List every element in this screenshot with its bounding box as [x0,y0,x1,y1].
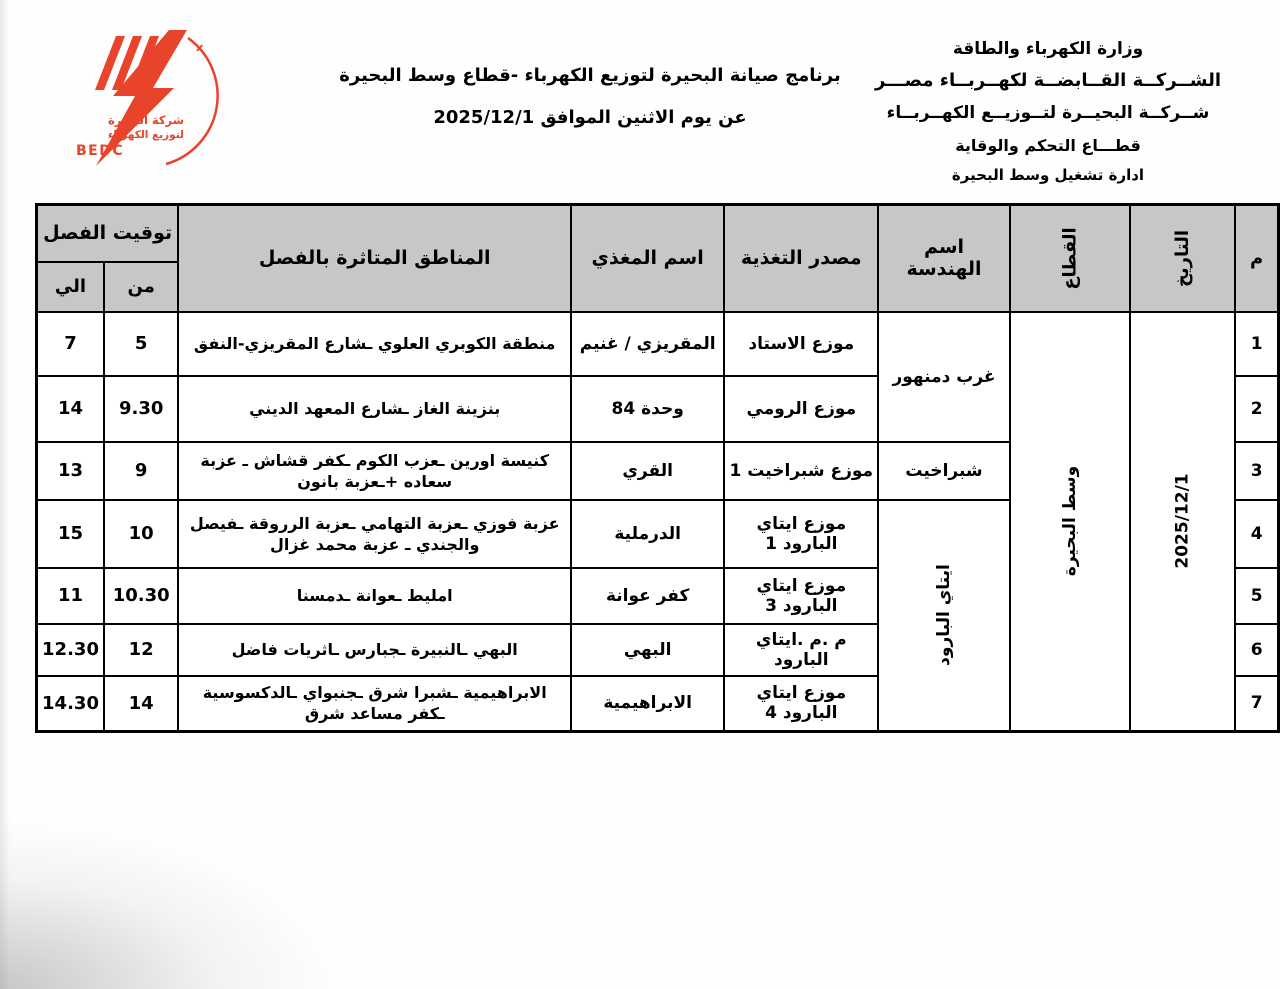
feeder-cell: كفر عوانة [571,568,724,624]
logo-arc-text: ا [193,43,205,55]
scan-shadow-bottom-left [0,819,340,989]
engineering-cell: غرب دمنهور [878,312,1009,442]
time-to-cell: 13 [37,442,105,500]
feeder-cell: الابراهيمية [571,676,724,732]
time-from-cell: 14 [104,676,178,732]
areas-cell: البهي ـالنبيرة ـجبارس ـاثريات فاضل [178,624,571,676]
areas-cell: عزبة فوزي ـعزبة التهامي ـعزبة الرروقة ـفيصل والجندي ـ عزبة محمد غزال [178,500,571,568]
row-index: 4 [1235,500,1278,568]
time-to-cell: 14 [37,376,105,442]
table-row [37,312,1279,376]
operation-admin-name: ادارة تشغيل وسط البحيرة [951,166,1145,184]
row-index: 7 [1235,676,1278,732]
feed-source-cell: موزع الرومي [724,376,878,442]
areas-cell: بنزينة الغاز ـشارع المعهد الديني [178,376,571,442]
areas-cell: كنيسة اورين ـعزب الكوم ـكفر قشاش ـ عزبة سعاده +ـعزبة بانون [178,442,571,500]
feeder-cell: المقريزي / غنيم [571,312,724,376]
feed-source-cell: موزع الاستاد [724,312,878,376]
header-to: الي [37,262,105,312]
feeder-cell: البهي [571,624,724,676]
document-title [330,64,850,130]
logo-company-name: شركة البحيرة [108,113,185,127]
organization-header [868,34,1228,190]
time-from-cell: 5 [104,312,178,376]
letterhead [0,0,1280,200]
feed-source-cell: موزع ايتاي البارود 1 [724,500,878,568]
header-feeder: اسم المغذي [571,205,724,312]
holding-company-name: الشــركــة القــابضــة لكهــربــاء مصـــر [874,70,1222,91]
row-index: 6 [1235,624,1278,676]
areas-cell: الابراهيمية ـشبرا شرق ـجنبواي ـالدكسوسية ـكفر مساعد شرق [178,676,571,732]
outage-schedule-table [35,203,1280,733]
header-sector: القطاع [1010,205,1130,312]
row-index: 5 [1235,568,1278,624]
feed-source-cell: موزع ايتاي البارود 4 [724,676,878,732]
time-from-cell: 9 [104,442,178,500]
sector-cell: وسط البحيرة [1010,312,1130,732]
row-index: 1 [1235,312,1278,376]
header-engineering: اسم الهندسة [878,205,1009,312]
feed-source-cell: موزع ايتاي البارود 3 [724,568,878,624]
header-index: م [1235,205,1278,312]
feed-source-cell: موزع شبراخيت 1 [724,442,878,500]
header-from: من [104,262,178,312]
areas-cell: منطقة الكوبري العلوي ـشارع المقريزي-النفق [178,312,571,376]
feeder-cell: وحدة 84 [571,376,724,442]
header-date: التاريخ [1130,205,1235,312]
header-feed-source: مصدر التغذية [724,205,878,312]
feeder-cell: الدرملية [571,500,724,568]
date-cell: 2025/12/1 [1130,312,1235,732]
logo-company-subname: لتوزيع الكهرباء [108,129,184,141]
engineering-cell: شبراخيت [878,442,1009,500]
lightning-logo-icon [38,24,238,179]
time-to-cell: 7 [37,312,105,376]
time-to-cell: 11 [37,568,105,624]
feed-source-cell: م .م .ايتاي البارود [724,624,878,676]
distribution-company-name: شــركــة البحيــرة لتــوزيــع الكهــربــاء [886,103,1210,123]
feeder-cell: القري [571,442,724,500]
header-timing: توقيت الفصل [37,205,179,262]
engineering-cell: ايتاي البارود [878,500,1009,732]
logo-abbreviation: BEDC [76,143,125,159]
time-to-cell: 14.30 [37,676,105,732]
ministry-name: وزارة الكهرباء والطاقة [952,39,1144,59]
sector-name: قطـــاع التحكم والوقاية [955,136,1141,155]
row-index: 2 [1235,376,1278,442]
time-from-cell: 10 [104,500,178,568]
title-line-1: برنامج صيانة البحيرة لتوزيع الكهرباء -قطاع وسط البحيرة [339,65,841,86]
company-logo [38,24,238,179]
time-to-cell: 15 [37,500,105,568]
row-index: 3 [1235,442,1278,500]
areas-cell: امليط ـعوانة ـدمسنا [178,568,571,624]
time-from-cell: 9.30 [104,376,178,442]
header-areas: المناطق المتاثرة بالفصل [178,205,571,312]
time-from-cell: 10.30 [104,568,178,624]
title-line-2: عن يوم الاثنين الموافق 2025/12/1 [433,107,747,128]
time-from-cell: 12 [104,624,178,676]
time-to-cell: 12.30 [37,624,105,676]
